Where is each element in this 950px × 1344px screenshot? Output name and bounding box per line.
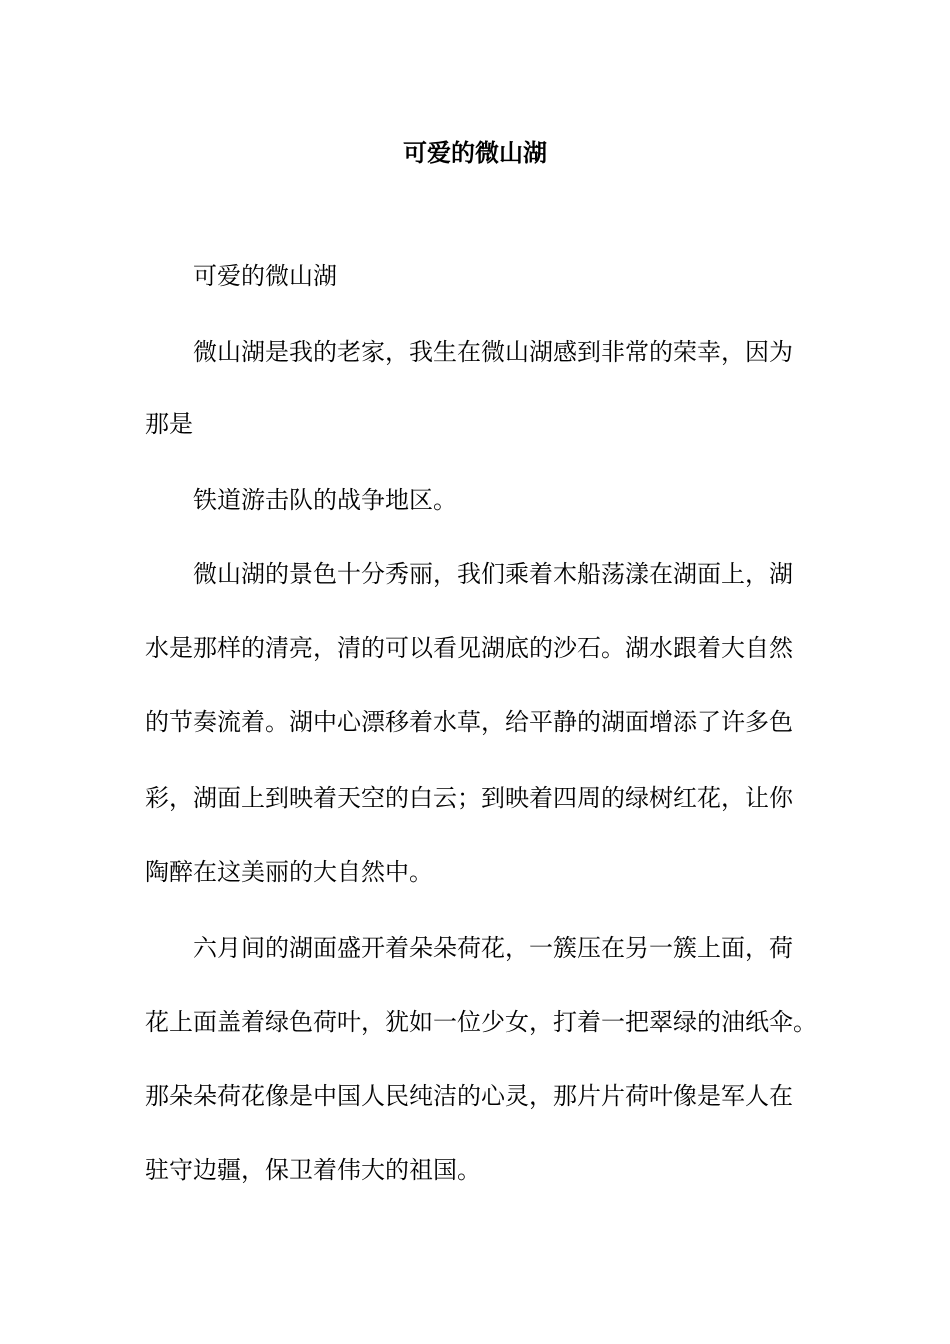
text-line: 驻守边疆，保卫着伟大的祖国。 [145, 1156, 481, 1184]
text-line: 彩，湖面上到映着天空的白云；到映着四周的绿树红花，让你 [145, 784, 793, 812]
text-line: 微山湖是我的老家，我生在微山湖感到非常的荣幸，因为 [193, 338, 793, 366]
text-line: 那是 [145, 410, 193, 438]
text-line: 那朵朵荷花像是中国人民纯洁的心灵，那片片荷叶像是军人在 [145, 1082, 793, 1110]
text-line: 铁道游击队的战争地区。 [193, 486, 457, 514]
text-line: 花上面盖着绿色荷叶，犹如一位少女，打着一把翠绿的油纸伞。 [145, 1008, 817, 1036]
document-title: 可爱的微山湖 [403, 138, 547, 167]
text-line: 水是那样的清亮，清的可以看见湖底的沙石。湖水跟着大自然 [145, 634, 793, 662]
text-line: 陶醉在这美丽的大自然中。 [145, 858, 433, 886]
text-line: 六月间的湖面盛开着朵朵荷花，一簇压在另一簇上面，荷 [193, 934, 793, 962]
text-line: 的节奏流着。湖中心漂移着水草，给平静的湖面增添了许多色 [145, 708, 793, 736]
text-line: 可爱的微山湖 [193, 262, 337, 290]
text-line: 微山湖的景色十分秀丽，我们乘着木船荡漾在湖面上，湖 [193, 560, 793, 588]
